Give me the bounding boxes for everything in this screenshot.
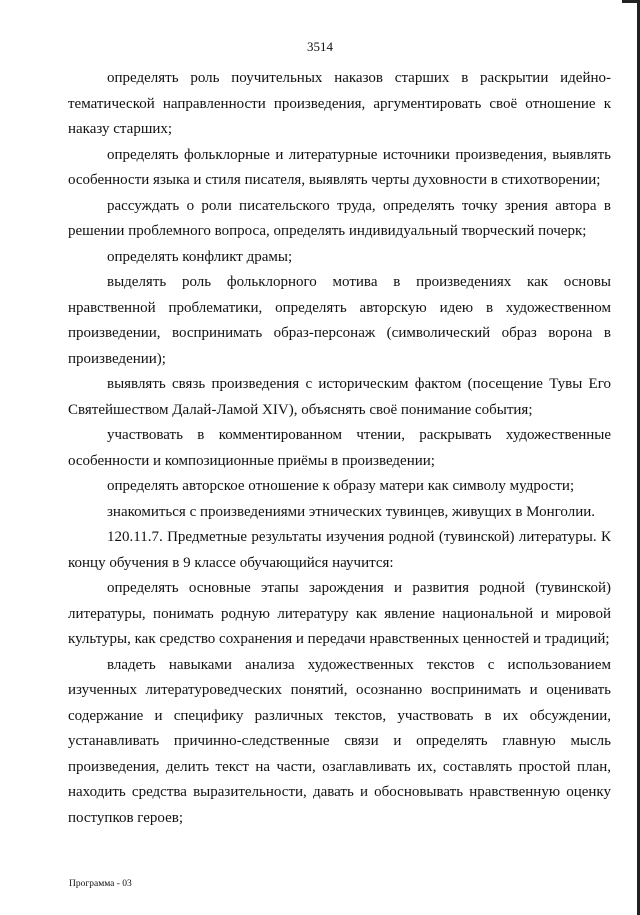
paragraph-7: участвовать в комментированном чтении, раскрывать художественные особенности и композиционные приёмы в произведении;: [68, 427, 611, 469]
paragraph-5: выделять роль фольклорного мотива в произведениях как основы нравственной проблематики, определять авторскую идею в художественном произведении, воспринимать образ-персонаж (символический образ ворона в произведении);: [68, 274, 611, 367]
paragraph-8: определять авторское отношение к образу матери как символу мудрости;: [107, 478, 575, 494]
paragraph-11: определять основные этапы зарождения и развития родной (тувинской) литературы, понимать родную литературу как явление национальной и мировой культуры, как средство сохранения и передачи нравственных ценностей и традиций;: [68, 580, 611, 647]
page-body: [68, 66, 611, 831]
page-number: 3514: [307, 39, 333, 54]
footer-label: Программа - 03: [69, 879, 132, 889]
paragraph-10: 120.11.7. Предметные результаты изучения родной (тувинской) литературы. К концу обучения в 9 классе обучающийся научится:: [68, 529, 611, 571]
paragraph-4: определять конфликт драмы;: [107, 248, 293, 265]
paragraph-12: владеть навыками анализа художественных текстов с использованием изученных литературоведческих понятий, осознанно воспринимать и оценивать содержание и специфику различных текстов, участвовать в их обсуждении, устанавливать причинно-следственные связи и определять главную мысль произведения, делить текст на части, озаглавливать их, составлять простой план, находить средства выразительности, давать и обосновывать нравственную оценку поступков героев;: [68, 656, 611, 826]
paragraph-1: определять роль поучительных наказов старших в раскрытии идейно-тематической направленности произведения, аргументировать своё отношение к наказу старших;: [68, 70, 611, 137]
paragraph-3: рассуждать о роли писательского труда, определять точку зрения автора в решении проблемного вопроса, определять индивидуальный творческий почерк;: [68, 197, 611, 239]
paragraph-2: определять фольклорные и литературные источники произведения, выявлять особенности языка и стиля писателя, выявлять черты духовности в стихотворении;: [68, 146, 611, 188]
paragraph-6: выявлять связь произведения с историческим фактом (посещение Тувы Его Святейшеством Далай-Ламой XIV), объяснять своё понимание события;: [68, 376, 611, 418]
paragraph-9: знакомиться с произведениями этнических тувинцев, живущих в Монголии.: [107, 503, 596, 520]
scan-corner-mark: [622, 0, 640, 3]
